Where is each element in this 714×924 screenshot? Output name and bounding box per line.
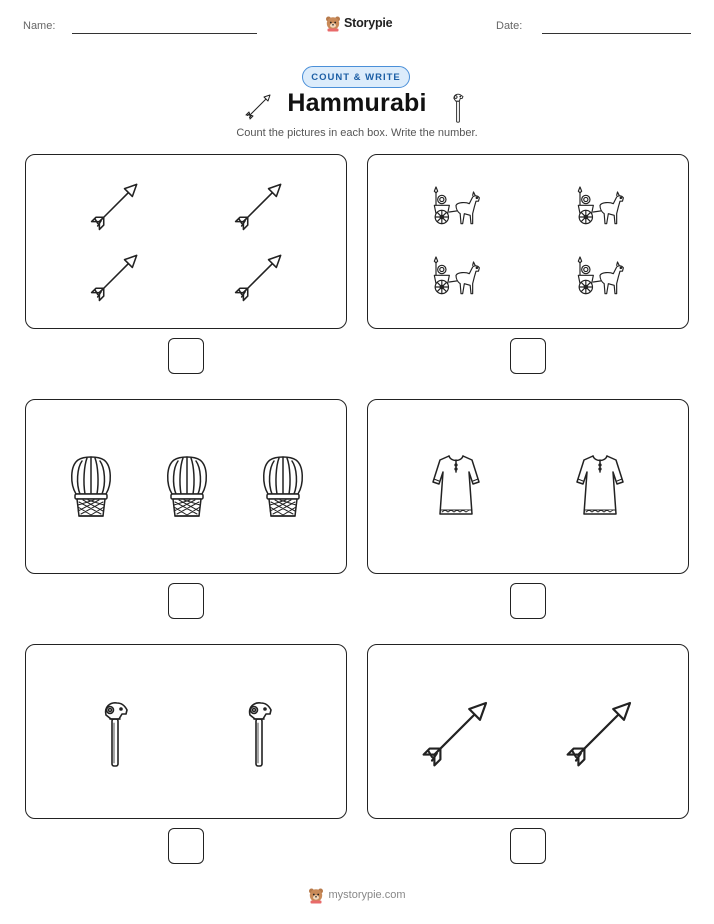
answer-box-4[interactable] [510,583,546,619]
answer-box-1[interactable] [168,338,204,374]
count-box-3 [25,399,347,574]
count-box-6 [367,644,689,819]
date-line[interactable] [542,33,691,34]
date-label: Date: [496,20,523,32]
chariot-icon [431,255,481,299]
count-box-2 [367,154,689,329]
activity-badge: COUNT & WRITE [302,66,410,88]
arrow-icon [564,697,636,769]
count-box-1 [25,154,347,329]
instructions: Count the pictures in each box. Write the number. [236,127,478,139]
footer [0,884,714,906]
answer-box-5[interactable] [168,828,204,864]
name-line[interactable] [72,33,257,34]
answer-box-3[interactable] [168,583,204,619]
basket-icon [68,454,114,520]
arrow-icon [233,251,285,303]
chariot-icon [575,185,625,229]
arrow-icon [89,180,141,232]
brand-name: Storypie [344,16,393,30]
arrow-icon [89,251,141,303]
scepter-icon [100,699,130,769]
chariot-icon [431,185,481,229]
basket-icon [164,454,210,520]
count-box-4 [367,399,689,574]
arrow-icon [233,180,285,232]
scepter-icon [448,92,468,124]
answer-box-2[interactable] [510,338,546,374]
footer-url: mystorypie.com [328,889,406,901]
basket-icon [260,454,306,520]
bear-icon [325,15,341,32]
answer-box-6[interactable] [510,828,546,864]
robe-icon [432,452,480,520]
robe-icon [576,452,624,520]
page-title: Hammurabi [287,89,427,117]
arrow-icon [420,697,492,769]
brand-logo [325,12,392,34]
name-label: Name: [23,20,56,32]
bear-icon [308,887,324,904]
scepter-icon [244,699,274,769]
chariot-icon [575,255,625,299]
count-box-5 [25,644,347,819]
